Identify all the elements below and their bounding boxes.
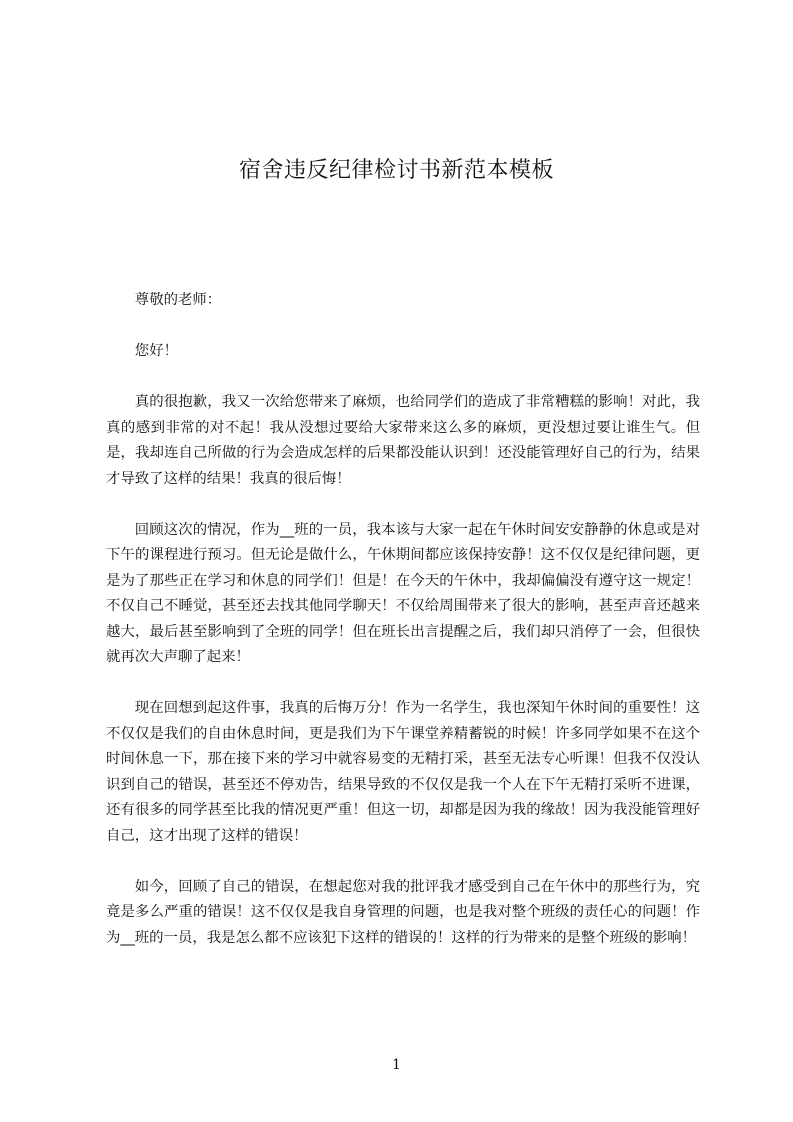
salutation: 尊敬的老师： — [134, 292, 222, 308]
page-title: 宿舍违反纪律检讨书新范本模板 — [238, 157, 554, 183]
document-body — [106, 288, 700, 977]
paragraph: 回顾这次的情况，作为__班的一员，我本该与大家一起在午休时间安安静静的休息或是对下午的课程进行预习。但无论是做什么，午休期间都应该保持安静！这不仅仅是纪律问题，更是为了那些正在学习和休息的同学们！但是！在今天的午休中，我却偏偏没有遵守这一规定！不仅自己不睡觉，甚至还去找其他同学聊天！不仅给周围带来了很大的影响，甚至声音还越来越大，最后甚至影响到了全班的同学！但在班长出言提醒之后，我们却只消停了一会，但很快就再次大声聊了起来！ — [106, 521, 700, 665]
paragraph: 现在回想到起这件事，我真的后悔万分！作为一名学生，我也深知午休时间的重要性！这不仅仅是我们的自由休息时间，更是我们为下午课堂养精蓄锐的时候！许多同学如果不在这个时间休息一下，那在接下来的学习中就容易变的无精打采，甚至无法专心听课！但我不仅没认识到自己的错误，甚至还不停劝告，结果导致的不仅仅是我一个人在下午无精打采听不进课，还有很多的同学甚至比我的情况更严重！但这一切，却都是因为我的缘故！因为我没能管理好自己，这才出现了这样的错误！ — [106, 700, 700, 844]
greeting: 您好！ — [134, 343, 178, 359]
paragraph: 真的很抱歉，我又一次给您带来了麻烦，也给同学们的造成了非常糟糕的影响！对此，我真的感到非常的对不起！我从没想过要给大家带来这么多的麻烦，更没想过要让谁生气。但是，我却连自己所做的行为会造成怎样的后果都没能认识到！还没能管理好自己的行为，结果才导致了这样的结果！我真的很后悔！ — [106, 394, 700, 487]
paragraph: 如今，回顾了自己的错误，在想起您对我的批评我才感受到自己在午休中的那些行为，究竟是多么严重的错误！这不仅仅是我自身管理的问题，也是我对整个班级的责任心的问题！作为__班的一员，我是怎么都不应该犯下这样的错误的！这样的行为带来的是整个班级的影响！ — [106, 878, 700, 946]
page-number: 1 — [392, 1057, 401, 1073]
